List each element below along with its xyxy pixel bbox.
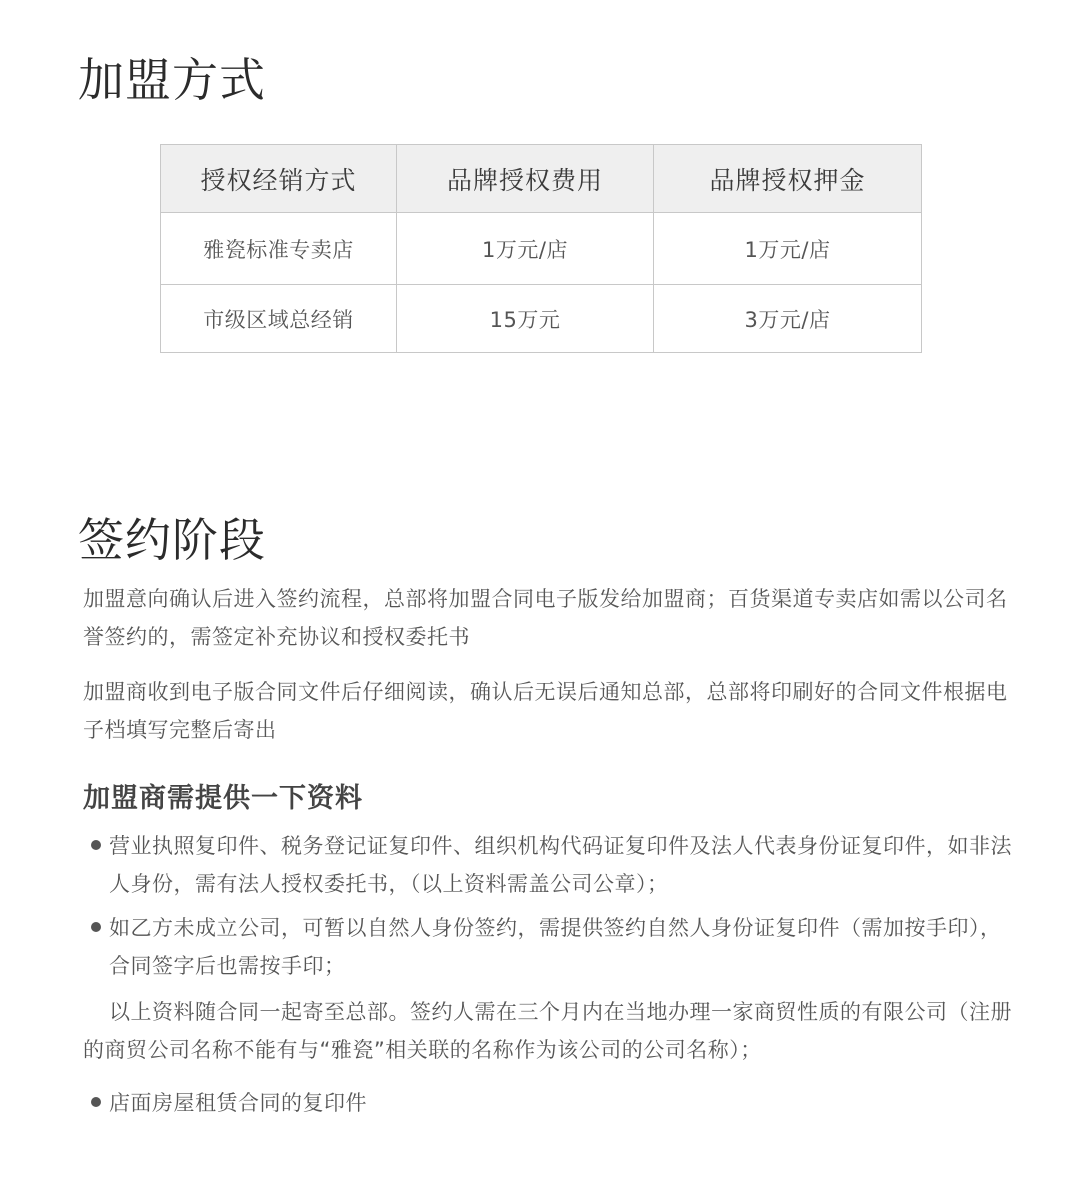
bullet-dot-icon [91, 922, 101, 932]
note-documents-submission: 以上资料随合同一起寄至总部。签约人需在三个月内在当地办理一家商贸性质的有限公司（注册的商贸公司名称不能有与“雅瓷”相关联的名称作为该公司的公司名称）； [83, 1000, 1012, 1062]
subheading-required-documents: 加盟商需提供一下资料 [83, 783, 363, 814]
table-cell: 1万元/店 [654, 213, 922, 285]
table-header-cell: 品牌授权押金 [654, 145, 922, 213]
table-header-cell: 授权经销方式 [161, 145, 397, 213]
table-row [161, 213, 922, 285]
paragraph-signing-process: 加盟意向确认后进入签约流程，总部将加盟合同电子版发给加盟商；百货渠道专卖店如需以公司名誉签约的，需签定补充协议和授权委托书 [83, 587, 1008, 649]
table-cell: 雅瓷标准专卖店 [161, 213, 397, 285]
list-item: 营业执照复印件、税务登记证复印件、组织机构代码证复印件及法人代表身份证复印件，如非法人身份，需有法人授权委托书，（以上资料需盖公司公章）； [109, 834, 1012, 896]
list-item: 如乙方未成立公司，可暂以自然人身份签约，需提供签约自然人身份证复印件（需加按手印），合同签字后也需按手印； [109, 916, 1002, 978]
table-row [161, 285, 922, 353]
table-cell: 市级区域总经销 [161, 285, 397, 353]
table-header-row [161, 145, 922, 213]
table-cell: 3万元/店 [654, 285, 922, 353]
table-header-cell: 品牌授权费用 [397, 145, 654, 213]
section-title-franchise-method: 加盟方式 [78, 53, 266, 107]
franchise-fee-table [160, 144, 921, 353]
list-item: 店面房屋租赁合同的复印件 [109, 1091, 367, 1115]
table-cell: 1万元/店 [397, 213, 654, 285]
table-cell: 15万元 [397, 285, 654, 353]
bullet-dot-icon [91, 1097, 101, 1107]
section-title-signing-stage: 签约阶段 [78, 513, 266, 567]
paragraph-contract-review: 加盟商收到电子版合同文件后仔细阅读，确认后无误后通知总部，总部将印刷好的合同文件根据电子档填写完整后寄出 [83, 680, 1008, 742]
bullet-dot-icon [91, 840, 101, 850]
